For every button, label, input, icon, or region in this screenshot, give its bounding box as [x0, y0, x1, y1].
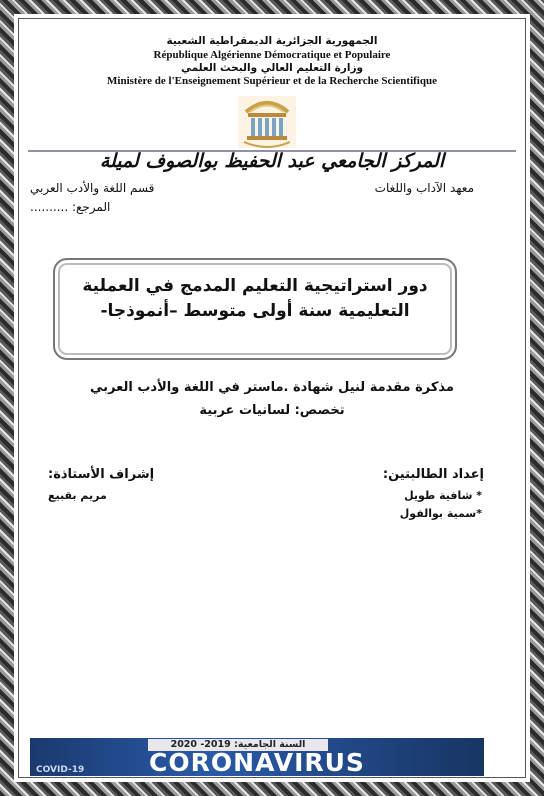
university-name: المركز الجامعي عبد الحفيظ بوالصوف لميلة	[99, 150, 445, 172]
supervisor-label: إشراف الأستاذة:	[48, 467, 155, 482]
republic-arabic: الجمهورية الجزائرية الديمقراطية الشعبية	[166, 35, 378, 47]
university-logo	[238, 96, 296, 148]
republic-french: République Algérienne Démocratique et Populaire	[153, 49, 391, 61]
banner-sub: COVID-19	[36, 765, 85, 775]
specialization: تخصص: لسانيات عربية	[199, 403, 345, 418]
students-label: إعداد الطالبتين:	[382, 467, 484, 482]
thesis-title-box	[53, 258, 457, 360]
institute-name: معهد الآداب واللغات	[374, 181, 474, 195]
student-name: * شافية طويل	[404, 489, 482, 502]
student-name: *سمية بوالفول	[399, 507, 482, 520]
banner-word: CORONAVIRUS	[149, 748, 365, 776]
reference-number: المرجع: ..........	[30, 200, 111, 214]
ministry-french: Ministère de l'Enseignement Supérieur et de la Recherche Scientifique	[107, 75, 437, 87]
thesis-note: مذكرة مقدمة لنيل شهادة .ماستر في اللغة والأدب العربي	[90, 380, 454, 395]
department-name: قسم اللغة والأدب العربي	[30, 181, 155, 195]
coronavirus-banner	[30, 738, 484, 776]
thesis-title-line-1: دور استراتيجية التعليم المدمج في العملية	[82, 276, 428, 296]
ministry-arabic: وزارة التعليم العالي والبحث العلمي	[180, 62, 364, 74]
supervisor-name: مريم بقبيع	[48, 489, 107, 502]
academic-year: السنة الجامعية: 2019- 2020	[148, 739, 328, 751]
thesis-title-line-2: التعليمية سنة أولى متوسط –أنموذجا-	[100, 301, 410, 321]
